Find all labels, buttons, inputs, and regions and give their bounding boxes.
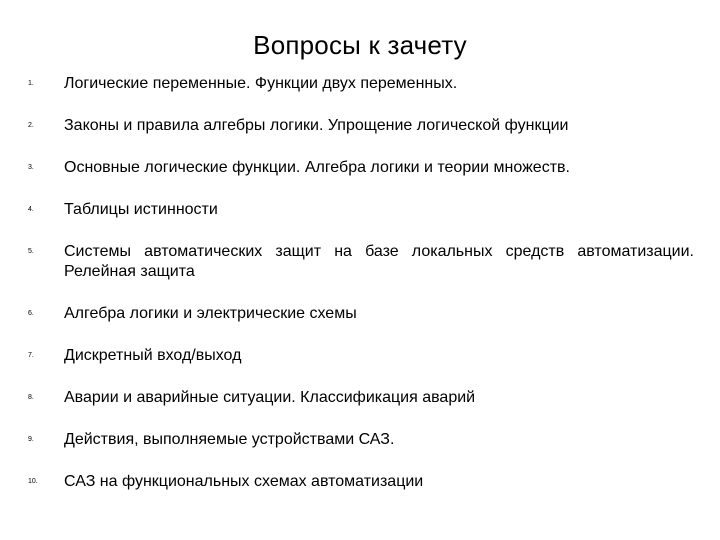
item-number: 5. bbox=[28, 248, 34, 255]
item-text: Системы автоматических защит на базе локальных средств автоматизации. Релейная защита bbox=[64, 243, 694, 280]
item-number: 9. bbox=[28, 436, 34, 443]
page-title: Вопросы к зачету bbox=[253, 30, 467, 60]
item-number: 6. bbox=[28, 310, 34, 317]
list-item bbox=[28, 116, 694, 136]
item-number: 3. bbox=[28, 164, 34, 171]
list-item bbox=[28, 472, 694, 492]
list-item bbox=[28, 304, 694, 324]
item-number: 2. bbox=[28, 122, 34, 129]
item-number: 8. bbox=[28, 394, 34, 401]
list-item bbox=[28, 430, 694, 450]
list-item bbox=[28, 74, 694, 94]
item-text: Законы и правила алгебры логики. Упрощение логической функции bbox=[64, 117, 569, 134]
list-item bbox=[28, 200, 694, 220]
item-text: Логические переменные. Функции двух переменных. bbox=[64, 75, 458, 92]
list-item bbox=[28, 388, 694, 408]
list-item bbox=[28, 158, 694, 178]
item-text: Основные логические функции. Алгебра логики и теории множеств. bbox=[64, 159, 570, 176]
item-number: 1. bbox=[28, 80, 34, 87]
item-text: Аварии и аварийные ситуации. Классификация аварий bbox=[64, 389, 476, 406]
item-number: 4. bbox=[28, 206, 34, 213]
item-text: Алгебра логики и электрические схемы bbox=[64, 305, 357, 322]
item-number: 10. bbox=[28, 478, 38, 485]
questions-list bbox=[28, 74, 694, 514]
list-item bbox=[28, 242, 694, 282]
item-text: САЗ на функциональных схемах автоматизации bbox=[64, 473, 424, 490]
item-text: Действия, выполняемые устройствами САЗ. bbox=[64, 431, 395, 448]
item-text: Дискретный вход/выход bbox=[64, 347, 242, 364]
list-item bbox=[28, 346, 694, 366]
item-text: Таблицы истинности bbox=[64, 201, 218, 218]
item-number: 7. bbox=[28, 352, 34, 359]
